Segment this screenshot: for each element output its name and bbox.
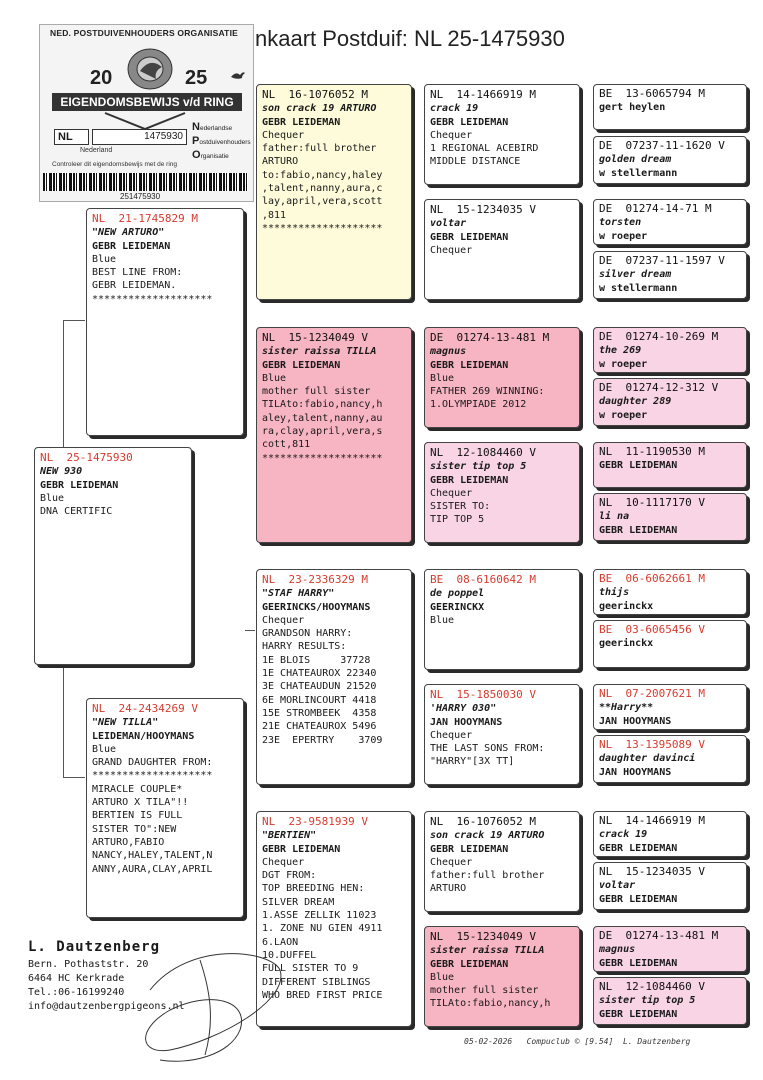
pigeon-info: 1E BLOIS 37728 — [262, 654, 371, 666]
pigeon-info: 3E CHATEAUDUN 21520 — [262, 681, 377, 693]
certificate-side-n: Nederlandse — [192, 121, 233, 133]
pigeon-info: NANCY,HALEY,TALENT,N — [92, 850, 213, 862]
pigeon-name: "STAF HARRY" — [262, 588, 335, 600]
pigeon-breeder: GEBR LEIDEMAN — [430, 958, 509, 970]
pigeon-card-g4-3[interactable] — [593, 199, 747, 245]
ring-number: NL 14-1466919 M — [599, 814, 705, 827]
pigeon-name: silver dream — [599, 269, 672, 281]
pigeon-info: BEST LINE FROM: — [92, 267, 183, 279]
pigeon-info: ra,clay,april,vera,s — [262, 426, 383, 438]
ring-number: DE 01274-12-312 V — [599, 381, 719, 394]
pigeon-info: SISTER TO":NEW — [92, 823, 177, 835]
pigeon-card-g4-1[interactable] — [593, 84, 747, 130]
pigeon-card-sss[interactable] — [424, 84, 580, 185]
ring-number: NL 12-1084460 V — [599, 980, 705, 993]
pigeon-info: Blue — [430, 372, 455, 384]
pigeon-card-g4-14[interactable] — [593, 862, 747, 910]
pigeon-breeder: GEBR LEIDEMAN — [430, 231, 509, 243]
pigeon-breeder: JAN HOOYMANS — [430, 716, 503, 728]
ring-number: BE 03-6065456 V — [599, 623, 705, 636]
pigeon-info: DGT FROM: — [262, 870, 317, 882]
pigeon-info: 23E EPERTRY 3709 — [262, 734, 383, 746]
certificate-control-text: Controleer dit eigendomsbewijs met de ring — [52, 161, 178, 168]
pigeon-name: li na — [599, 511, 630, 523]
certificate-year-right: 25 — [185, 67, 208, 89]
barcode-number: 251475930 — [120, 192, 161, 201]
pigeon-info: ARTURO — [262, 156, 299, 168]
certificate-country-label: Nederland — [80, 147, 113, 154]
pigeon-breeder: geerinckx — [599, 600, 654, 612]
pigeon-name: de poppel — [430, 588, 485, 600]
ring-number: NL 11-1190530 M — [599, 445, 705, 458]
pigeon-info: cott,811 — [262, 439, 311, 451]
pigeon-card-ds[interactable] — [256, 569, 412, 785]
barcode — [43, 173, 248, 191]
pigeon-card-g4-7[interactable] — [593, 442, 747, 488]
pigeon-name: golden dream — [599, 154, 672, 166]
pigeon-info: 1E CHATEAUROX 22340 — [262, 668, 377, 680]
ring-number: NL 13-1395089 V — [599, 738, 705, 751]
pigeon-card-g4-10[interactable] — [593, 620, 747, 668]
pigeon-info: Chequer — [430, 729, 473, 741]
pigeon-info: FULL SISTER TO 9 — [262, 963, 359, 975]
pigeon-info: HARRY RESULTS: — [262, 641, 347, 653]
pigeon-info: 6.LAON — [262, 936, 299, 948]
pigeon-info: ANNY,AURA,CLAY,APRIL — [92, 863, 213, 875]
pigeon-card-subject[interactable] — [34, 447, 192, 665]
pigeon-info: mother full sister — [430, 985, 539, 997]
pigeon-breeder: GEBR LEIDEMAN — [599, 460, 678, 472]
pigeon-name: son crack 19 ARTURO — [262, 103, 377, 115]
pigeon-card-g4-16[interactable] — [593, 977, 747, 1025]
ring-number: NL 23-2336329 M — [262, 573, 368, 586]
pigeon-breeder: GEBR LEIDEMAN — [430, 359, 509, 371]
pigeon-card-ssd[interactable] — [424, 199, 580, 300]
pigeon-name: "NEW ARTURO" — [92, 227, 165, 239]
pigeon-info: BERTIEN IS FULL — [92, 810, 183, 822]
ring-number: BE 08-6160642 M — [430, 573, 536, 586]
pigeon-card-sds[interactable] — [424, 327, 580, 428]
pigeon-breeder: GEBR LEIDEMAN — [430, 474, 509, 486]
pigeon-name: voltar — [599, 880, 636, 892]
pigeon-breeder: w roeper — [599, 230, 648, 242]
pigeon-info: aley,talent,nanny,au — [262, 412, 383, 424]
pigeon-info: WHO BRED FIRST PRICE — [262, 989, 383, 1001]
certificate-number: 1475930 — [92, 129, 187, 145]
pigeon-info: GRANDSON HARRY: — [262, 628, 353, 640]
pigeon-name: "NEW TILLA" — [92, 717, 159, 729]
pigeon-card-g4-11[interactable] — [593, 684, 747, 730]
ring-number: NL 15-1234049 V — [262, 331, 368, 344]
breeder-name: L. Dautzenberg — [28, 939, 161, 955]
ring-shape-icon — [100, 111, 190, 131]
pigeon-info: Blue — [92, 743, 117, 755]
pigeon-card-dsd[interactable] — [424, 684, 580, 785]
pigeon-breeder: GEERINCKX — [430, 601, 485, 613]
footer-text: 05-02-2026 Compuclub © [9.54] L. Dautzenberg — [464, 1037, 691, 1046]
pigeon-breeder: w roeper — [599, 358, 648, 370]
pigeon-info: ARTURO — [430, 883, 467, 895]
pigeon-info: Chequer — [430, 487, 473, 499]
pigeon-card-sd[interactable] — [256, 327, 412, 543]
ring-number: DE 07237-11-1620 V — [599, 139, 725, 152]
pigeon-info: Blue — [40, 492, 65, 504]
pigeon-info: MIDDLE DISTANCE — [430, 156, 521, 168]
pigeon-name: sister raissa TILLA — [430, 945, 545, 957]
pigeon-breeder: JAN HOOYMANS — [599, 715, 672, 727]
pigeon-info: GEBR LEIDEMAN. — [92, 280, 177, 292]
pigeon-breeder: GEBR LEIDEMAN — [599, 842, 678, 854]
pigeon-info: Chequer — [430, 129, 473, 141]
pigeon-card-g4-15[interactable] — [593, 926, 747, 972]
pigeon-info: ******************** — [262, 222, 383, 234]
ring-number: DE 07237-11-1597 V — [599, 254, 725, 267]
pigeon-info: 1.ASSE ZELLIK 11023 — [262, 910, 377, 922]
pigeon-breeder: LEIDEMAN/HOOYMANS — [92, 730, 195, 742]
pigeon-card-ss[interactable] — [256, 84, 412, 300]
pigeon-breeder: GEBR LEIDEMAN — [262, 843, 341, 855]
ring-number: DE 01274-14-71 M — [599, 202, 712, 215]
pigeon-name: **Harry** — [599, 702, 654, 714]
pigeon-info: THE LAST SONS FROM: — [430, 743, 545, 755]
pigeon-breeder: GEERINCKS/HOOYMANS — [262, 601, 371, 613]
pigeon-card-sire[interactable] — [86, 208, 244, 436]
pigeon-breeder: gert heylen — [599, 102, 666, 114]
pigeon-name: magnus — [599, 944, 636, 956]
pigeon-info: 1. ZONE NU GIEN 4911 — [262, 923, 383, 935]
pigeon-card-g4-6[interactable] — [593, 378, 747, 426]
pigeon-card-g4-8[interactable] — [593, 493, 747, 541]
pigeon-info: Chequer — [262, 614, 305, 626]
pigeon-name: sister tip top 5 — [599, 995, 696, 1007]
pigeon-card-g4-4[interactable] — [593, 251, 747, 299]
pigeon-info: Chequer — [430, 856, 473, 868]
ring-number: NL 12-1084460 V — [430, 446, 536, 459]
ring-number: NL 21-1745829 M — [92, 212, 198, 225]
pigeon-info: ******************** — [262, 452, 383, 464]
pigeon-breeder: geerinckx — [599, 638, 654, 650]
pigeon-info: 6E MORLINCOURT 4418 — [262, 694, 377, 706]
pigeon-info: MIRACLE COUPLE* — [92, 783, 183, 795]
connector — [63, 320, 85, 321]
pigeon-info: 15E STROMBEEK 4358 — [262, 707, 377, 719]
ring-number: DE 01274-13-481 M — [599, 929, 719, 942]
pigeon-info: DIFFERENT SIBLINGS — [262, 976, 371, 988]
pigeon-name: crack 19 — [430, 103, 479, 115]
bird-icon — [230, 69, 246, 81]
pigeon-info: 10.DUFFEL — [262, 949, 317, 961]
pigeon-info: Blue — [430, 971, 455, 983]
pigeon-emblem-icon — [120, 41, 180, 96]
pigeon-info: to:fabio,nancy,haley — [262, 169, 383, 181]
pigeon-info: Blue — [262, 372, 287, 384]
pigeon-breeder: GEBR LEIDEMAN — [262, 359, 341, 371]
pigeon-breeder: GEBR LEIDEMAN — [92, 240, 171, 252]
connector — [245, 630, 255, 631]
pigeon-info: "HARRY"[3X TT] — [430, 756, 515, 768]
certificate-band: EIGENDOMSBEWIJS v/d RING — [52, 93, 242, 111]
pigeon-breeder: GEBR LEIDEMAN — [430, 843, 509, 855]
pigeon-info: lay,april,vera,scott — [262, 196, 383, 208]
breeder-phone: Tel.:06-16199240 — [28, 987, 125, 998]
pigeon-breeder: JAN HOOYMANS — [599, 766, 672, 778]
pigeon-info: TILAto:fabio,nancy,h — [262, 399, 383, 411]
pigeon-name: daughter 289 — [599, 396, 672, 408]
pigeon-info: SISTER TO: — [430, 501, 491, 513]
ring-number: NL 15-1234035 V — [430, 203, 536, 216]
pigeon-card-g4-2[interactable] — [593, 136, 747, 184]
pigeon-card-ddd[interactable] — [424, 926, 580, 1027]
pigeon-name: torsten — [599, 217, 642, 229]
page-title: nkaart Postduif: NL 25-1475930 — [255, 26, 565, 51]
breeder-address: Bern. Pothaststr. 20 — [28, 959, 149, 970]
pigeon-info: ARTURO,FABIO — [92, 836, 165, 848]
ring-certificate — [39, 24, 254, 202]
certificate-country: NL — [54, 129, 89, 145]
pigeon-info: 1 REGIONAL ACEBIRD — [430, 143, 539, 155]
certificate-org: NED. POSTDUIVENHOUDERS ORGANISATIE — [50, 28, 238, 38]
ring-number: NL 23-9581939 V — [262, 815, 368, 828]
pigeon-info: father:full brother — [430, 870, 545, 882]
pigeon-name: sister tip top 5 — [430, 461, 527, 473]
pigeon-info: SILVER DREAM — [262, 896, 335, 908]
pigeon-info: Chequer — [262, 129, 305, 141]
ring-number: NL 15-1234049 V — [430, 930, 536, 943]
pigeon-info: ARTURO X TILA"!! — [92, 797, 189, 809]
pigeon-name: "BERTIEN" — [262, 830, 317, 842]
ring-number: NL 14-1466919 M — [430, 88, 536, 101]
breeder-city: 6464 HC Kerkrade — [28, 973, 125, 984]
pigeon-name: voltar — [430, 218, 467, 230]
pigeon-breeder: GEBR LEIDEMAN — [40, 479, 119, 491]
pigeon-breeder: GEBR LEIDEMAN — [430, 116, 509, 128]
pigeon-name: the 269 — [599, 345, 642, 357]
pigeon-card-g4-9[interactable] — [593, 569, 747, 615]
pigeon-info: ,talent,nanny,aura,c — [262, 183, 383, 195]
breeder-email[interactable]: info@dautzenbergpigeons.nl — [28, 1001, 185, 1012]
pigeon-info: ******************** — [92, 293, 213, 305]
pigeon-info: father:full brother — [262, 143, 377, 155]
pigeon-info: TILAto:fabio,nancy,h — [430, 998, 551, 1010]
pigeon-card-g4-13[interactable] — [593, 811, 747, 857]
pigeon-name: 'HARRY 030" — [430, 703, 497, 715]
pigeon-info: mother full sister — [262, 386, 371, 398]
pigeon-info: FATHER 269 WINNING: — [430, 386, 545, 398]
pigeon-breeder: GEBR LEIDEMAN — [599, 1008, 678, 1020]
pigeon-name: crack 19 — [599, 829, 648, 841]
pigeon-name: magnus — [430, 346, 467, 358]
connector — [63, 777, 85, 778]
ring-number: DE 01274-10-269 M — [599, 330, 719, 343]
ring-number: BE 13-6065794 M — [599, 87, 705, 100]
pigeon-name: daughter davinci — [599, 753, 696, 765]
pigeon-card-dss[interactable] — [424, 569, 580, 670]
pigeon-card-dam[interactable] — [86, 698, 244, 918]
pigeon-breeder: GEBR LEIDEMAN — [262, 116, 341, 128]
ring-number: NL 07-2007621 M — [599, 687, 705, 700]
pigeon-info: TIP TOP 5 — [430, 514, 485, 526]
pigeon-info: ******************** — [92, 770, 213, 782]
pigeon-info: ,811 — [262, 209, 287, 221]
certificate-side-o: Organisatie — [192, 149, 229, 161]
pigeon-info: Chequer — [430, 244, 473, 256]
ring-number: NL 16-1076052 M — [262, 88, 368, 101]
pigeon-name: son crack 19 ARTURO — [430, 830, 545, 842]
pigeon-card-g4-5[interactable] — [593, 327, 747, 373]
pigeon-info: 21E CHATEAUROX 5496 — [262, 721, 377, 733]
pigeon-card-sdd[interactable] — [424, 442, 580, 543]
signature-icon — [130, 930, 290, 1070]
pigeon-breeder: w stellermann — [599, 167, 678, 179]
ring-number: BE 06-6062661 M — [599, 572, 705, 585]
pigeon-info: 1.OLYMPIADE 2012 — [430, 399, 527, 411]
ring-number: NL 15-1234035 V — [599, 865, 705, 878]
pigeon-breeder: GEBR LEIDEMAN — [599, 893, 678, 905]
pigeon-info: Chequer — [262, 856, 305, 868]
pigeon-breeder: w stellermann — [599, 282, 678, 294]
ring-number: NL 24-2434269 V — [92, 702, 198, 715]
ring-number: NL 25-1475930 — [40, 451, 133, 464]
pigeon-name: NEW 930 — [40, 466, 83, 478]
pigeon-breeder: GEBR LEIDEMAN — [599, 957, 678, 969]
pigeon-info: Blue — [430, 614, 455, 626]
certificate-year-left: 20 — [90, 67, 113, 89]
ring-number: DE 01274-13-481 M — [430, 331, 550, 344]
pigeon-info: DNA CERTIFIC — [40, 506, 113, 518]
pigeon-info: TOP BREEDING HEN: — [262, 883, 365, 895]
pigeon-name: sister raissa TILLA — [262, 346, 377, 358]
pigeon-card-g4-12[interactable] — [593, 735, 747, 783]
pigeon-breeder: w roeper — [599, 409, 648, 421]
ring-number: NL 16-1076052 M — [430, 815, 536, 828]
ring-number: NL 15-1850030 V — [430, 688, 536, 701]
certificate-side-p: Postduivenhouders — [192, 135, 251, 147]
pigeon-breeder: GEBR LEIDEMAN — [599, 524, 678, 536]
pigeon-name: thijs — [599, 587, 630, 599]
pigeon-card-dds[interactable] — [424, 811, 580, 912]
ring-number: NL 10-1117170 V — [599, 496, 705, 509]
pigeon-info: Blue — [92, 253, 117, 265]
pigeon-info: GRAND DAUGHTER FROM: — [92, 757, 213, 769]
